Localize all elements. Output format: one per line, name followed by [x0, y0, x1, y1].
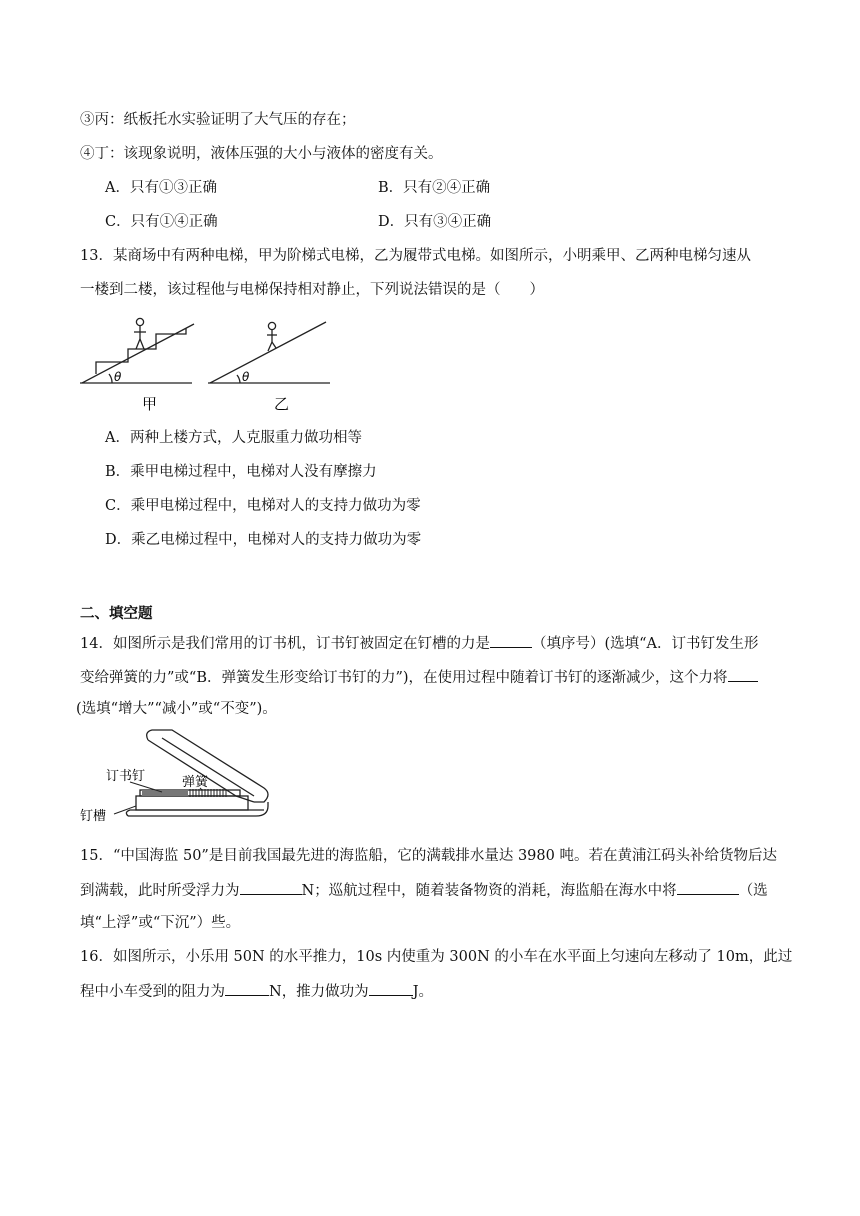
- q12-option-d: D．只有③④正确: [378, 214, 492, 230]
- theta-label-yi: θ: [242, 370, 250, 384]
- q15-stem-line-1: 15．“中国海监 50”是目前我国最先进的海监船，它的满载排水量达 3980 吨。若在黄浦江码头补给货物后达: [80, 848, 777, 864]
- q15-text-2b: N；巡航过程中，随着装备物资的消耗，海监船在海水中将: [301, 883, 677, 899]
- q12-option-b: B．只有②④正确: [378, 180, 491, 196]
- figure-label-jia: 甲: [142, 395, 158, 413]
- figure-label-yi: 乙: [274, 395, 290, 413]
- label-slot: 钉槽: [80, 809, 107, 824]
- q15-text-2a: 到满载，此时所受浮力为: [80, 883, 240, 899]
- q15-stem-line-3: 填“上浮”或“下沉”）些。: [80, 915, 241, 931]
- label-staples: 订书钉: [106, 769, 146, 784]
- escalator-figure: [76, 312, 338, 416]
- q16-text-2b: N，推力做功为: [269, 984, 369, 1000]
- q12-statement-4: ④丁：该现象说明，液体压强的大小与液体的密度有关。: [80, 146, 443, 162]
- q12-statement-3: ③丙：纸板托水实验证明了大气压的存在；: [80, 112, 356, 128]
- q16-blank-2[interactable]: [369, 981, 413, 996]
- q14-blank-2[interactable]: [728, 667, 758, 682]
- q12-option-a: A．只有①③正确: [105, 180, 217, 196]
- section-title: 二、填空题: [80, 606, 153, 622]
- q16-text-2c: J。: [412, 984, 434, 1000]
- q15-blank-1[interactable]: [240, 880, 302, 895]
- theta-label-jia: θ: [114, 370, 122, 384]
- q14-text-1b: （填序号）(选填“A．订书钉发生形: [531, 636, 759, 652]
- q15-stem-line-2: [80, 880, 768, 901]
- q16-text-2a: 程中小车受到的阻力为: [80, 984, 225, 1000]
- q14-stem-line-1: [80, 633, 759, 654]
- q13-option-d: D．乘乙电梯过程中，电梯对人的支持力做功为零: [105, 532, 422, 548]
- q13-option-b: B．乘甲电梯过程中，电梯对人没有摩擦力: [105, 464, 377, 480]
- q14-blank-1[interactable]: [490, 633, 532, 648]
- q13-stem-line-1: 13．某商场中有两种电梯，甲为阶梯式电梯，乙为履带式电梯。如图所示，小明乘甲、乙两种电梯匀速从: [80, 248, 751, 264]
- q16-blank-1[interactable]: [225, 981, 269, 996]
- q13-option-a: A．两种上楼方式，人克服重力做功相等: [105, 430, 362, 446]
- q14-text-1a: 14．如图所示是我们常用的订书机，订书钉被固定在钉槽的力是: [80, 636, 490, 652]
- q14-stem-line-2: [80, 667, 758, 688]
- q14-text-2a: 变给弹簧的力”或“B．弹簧发生形变给订书钉的力”)，在使用过程中随着订书钉的逐渐减少，这个力将: [80, 670, 728, 686]
- label-spring: 弹簧: [182, 775, 209, 790]
- q16-stem-line-1: 16．如图所示，小乐用 50N 的水平推力，10s 内使重为 300N 的小车在水平面上匀速向左移动了 10m，此过: [80, 949, 793, 965]
- q13-option-c: C．乘甲电梯过程中，电梯对人的支持力做功为零: [105, 498, 421, 514]
- stapler-figure: [78, 726, 274, 830]
- q12-option-c: C．只有①④正确: [105, 214, 218, 230]
- q15-blank-2[interactable]: [677, 880, 739, 895]
- q15-text-2c: （选: [738, 883, 768, 899]
- q16-stem-line-2: [80, 981, 433, 1002]
- q13-stem-line-2: 一楼到二楼，该过程他与电梯保持相对静止，下列说法错误的是（ ）: [80, 282, 544, 298]
- q14-stem-line-3: (选填“增大”“减小”或“不变”)。: [76, 701, 277, 717]
